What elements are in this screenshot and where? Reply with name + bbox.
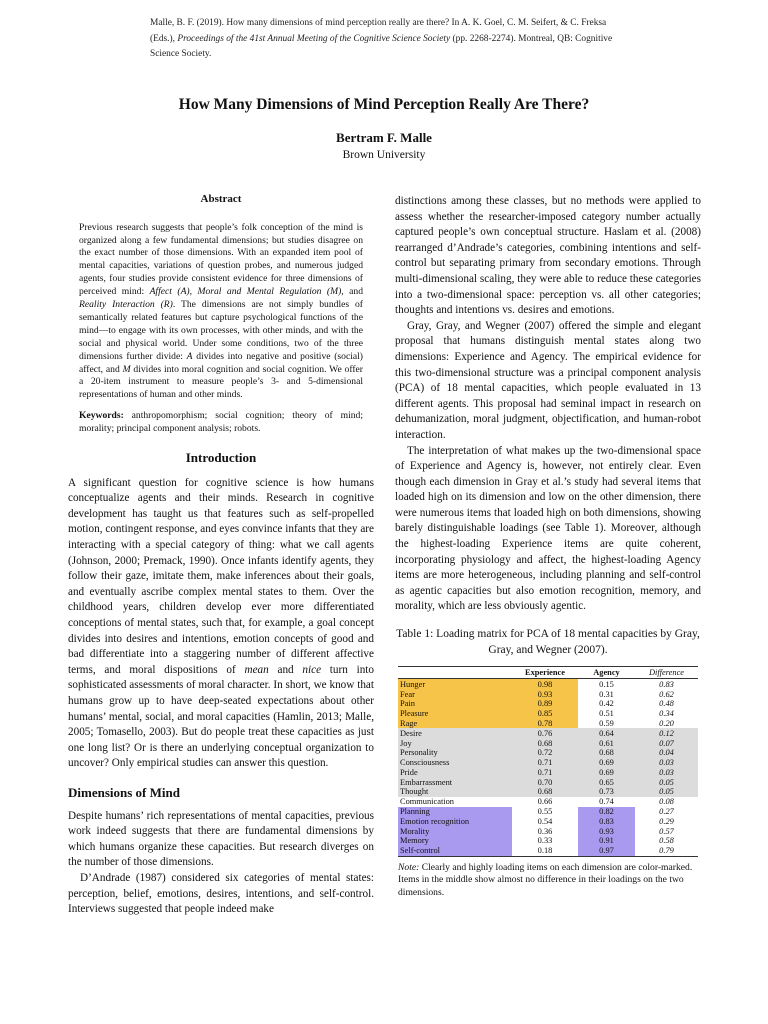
intro-paragraph xyxy=(68,476,374,772)
cell-difference: 0.03 xyxy=(635,758,698,768)
cell-variable: Hunger xyxy=(398,679,512,689)
cell-variable: Consciousness xyxy=(398,758,512,768)
keywords xyxy=(79,410,363,436)
table-row xyxy=(398,728,698,738)
abstract-reality: Reality Interaction (R) xyxy=(79,299,173,311)
table-note-text: Clearly and highly loading items on each dimension are color-marked. Items in the middle show almost no difference in their loadings on the two dimensions. xyxy=(398,861,693,898)
cell-difference: 0.08 xyxy=(659,797,674,807)
cell-agency: 0.91 xyxy=(578,836,635,846)
cell-agency: 0.68 xyxy=(578,748,635,758)
cell-difference: 0.05 xyxy=(635,787,698,797)
abstract-a: A xyxy=(186,350,193,362)
table-row xyxy=(398,719,698,729)
cell-agency: 0.93 xyxy=(578,826,635,836)
table-row xyxy=(398,836,698,846)
right-column xyxy=(395,194,701,900)
cell-variable: Personality xyxy=(398,748,512,758)
intro-mean: mean xyxy=(244,663,269,676)
table-note xyxy=(395,862,701,900)
table-row xyxy=(398,748,698,758)
cell-difference: 0.79 xyxy=(635,846,698,856)
cell-agency: 0.97 xyxy=(578,846,635,856)
dimensions-paragraph-1: Despite humans’ rich representations of mental capacities, previous work indeed suggests that there are fundamental dimensions by which humans organize these capacities. But research diverges on the number of those dimensions. xyxy=(68,809,374,869)
keywords-text: anthropomorphism; social cognition; theory of mind; morality; principal component analysis; robots. xyxy=(79,410,363,435)
table-header-row xyxy=(398,667,698,679)
cell-difference: 0.62 xyxy=(659,689,674,699)
table-row xyxy=(398,768,698,778)
cell-experience: 0.66 xyxy=(537,797,553,807)
cell-variable: Emotion recognition xyxy=(398,817,512,827)
cell-experience: 0.76 xyxy=(512,728,578,738)
cell-agency: 0.42 xyxy=(599,699,614,709)
table-row xyxy=(398,738,698,748)
cell-difference: 0.12 xyxy=(635,728,698,738)
cell-agency: 0.61 xyxy=(578,738,635,748)
cell-variable: Memory xyxy=(398,836,512,846)
cell-variable: Fear xyxy=(398,689,512,699)
abstract-text-2: . The dimensions are not simply bundles of semantically related features but capture psychological functions of the mind—to engage with its own processes, with other minds, and with the social and physical world. Under some conditions, two of the three dimensions further divide: xyxy=(79,299,363,362)
cell-experience: 0.93 xyxy=(512,689,578,699)
cell-experience: 0.72 xyxy=(512,748,578,758)
cell-variable: Desire xyxy=(398,728,512,738)
cell-difference: 0.57 xyxy=(659,826,674,836)
cell-difference: 0.07 xyxy=(635,738,698,748)
abstract-and: , and xyxy=(341,286,363,298)
dimensions-heading: Dimensions of Mind xyxy=(68,784,180,800)
cell-variable: Pride xyxy=(398,768,512,778)
cell-agency: 0.69 xyxy=(578,768,635,778)
cell-experience: 0.18 xyxy=(512,846,578,856)
abstract-heading: Abstract xyxy=(200,193,242,205)
table-row xyxy=(398,758,698,768)
cell-experience: 0.85 xyxy=(512,709,578,719)
citation-proceedings: Proceedings of the 41st Annual Meeting of the Cognitive Science Society xyxy=(177,33,451,44)
right-paragraph-2: Gray, Gray, and Wegner (2007) offered the simple and elegant proposal that humans distinguish mental states along two dimensions: Experience and Agency. The empirical evidence for this two-dimensional structure was a principal component analysis (PCA) of 18 mental capacities, which people evaluated in 13 different agents. This proposal had seminal impact in research on dehumanization, moral judgment, objectification, and human-robot interaction. xyxy=(395,319,701,441)
cell-difference: 0.58 xyxy=(659,836,674,846)
cell-agency: 0.64 xyxy=(578,728,635,738)
cell-agency: 0.73 xyxy=(578,787,635,797)
cell-variable: Planning xyxy=(398,807,512,817)
cell-experience: 0.54 xyxy=(537,816,553,826)
cell-experience: 0.33 xyxy=(537,836,553,846)
table-row xyxy=(398,797,698,807)
cell-difference: 0.05 xyxy=(635,777,698,787)
table-row xyxy=(398,817,698,827)
cell-agency: 0.59 xyxy=(599,718,614,728)
abstract-paragraph xyxy=(79,222,363,403)
intro-text-a: A significant question for cognitive science is how humans conceptualize agents and their minds. Research in cognitive development has taught us that features such as self-propelled motion, contingent response, and eyes convince infants that they are interacting with a special category of thing: what we call agents (Johnson, 2000; Premack, 1990). Once infants identify agents, they follow their gaze, imitate them, make inferences about their goals, and eventually ascribe complex mental states to them. Over the childhood years, children develop ever more differentiated conceptions of mental states, such that, for example, a goal concept divides into desires and intentions, emotion concepts of good and bad differentiate into a staggering number of different affective terms, and moral dispositions of xyxy=(68,476,374,676)
cell-difference: 0.03 xyxy=(635,768,698,778)
cell-difference: 0.04 xyxy=(635,748,698,758)
header-experience: Experience xyxy=(512,667,578,679)
cell-agency: 0.65 xyxy=(578,777,635,787)
table-row xyxy=(398,709,698,719)
cell-variable: Communication xyxy=(400,797,454,807)
left-column xyxy=(68,192,374,918)
intro-text-b: turn into sophisticated assessments of moral character. In short, we know that humans grow up to have deep-seated expectations about other humans’ mental, social, and moral capacities (Hamlin, 2013; Malle, 2005; Tomasello, 2003). But do people treat these capacities as just one long list? Or is there an underlying conceptual organization to uncover? Only empirical studies can answer this question. xyxy=(68,663,374,770)
table-row xyxy=(398,846,698,856)
table-row xyxy=(398,689,698,699)
abstract-text-1: Previous research suggests that people’s folk conception of the mind is organized along a few fundamental dimensions; but studies disagree on the exact number of those dimensions. With an expanded item pool of mental capacities, variations of question probes, and numerous judged agents, four studies provide consistent evidence for three dimensions of perceived mind: xyxy=(79,221,363,298)
cell-difference: 0.83 xyxy=(659,679,674,689)
cell-variable: Thought xyxy=(398,787,512,797)
cell-variable: Morality xyxy=(398,826,512,836)
cell-agency: 0.51 xyxy=(599,709,614,719)
cell-difference: 0.20 xyxy=(659,718,674,728)
cell-agency: 0.31 xyxy=(599,689,614,699)
keywords-label: Keywords: xyxy=(79,410,124,422)
citation-text-post: (pp. 2268-2274). Montreal, QB: Cognitive Science Society. xyxy=(150,33,613,59)
table-body xyxy=(398,679,698,856)
cell-variable: Rage xyxy=(398,719,512,729)
cell-experience: 0.55 xyxy=(537,807,553,817)
cell-experience: 0.36 xyxy=(537,826,553,836)
cell-variable: Self-control xyxy=(398,846,512,856)
cell-experience: 0.71 xyxy=(512,758,578,768)
citation xyxy=(150,16,620,63)
dimensions-paragraph-2: D’Andrade (1987) considered six categories of mental states: perception, belief, emotions, desires, intentions, and self-control. Interviews suggested that people indeed make xyxy=(68,871,374,916)
loading-matrix-table xyxy=(398,666,698,857)
right-paragraph-1: distinctions among these classes, but no methods were applied to assess whether the researcher-imposed category number actually captured people’s own conceptual structure. Haslam et al. (2008) rearranged d’Andrade’s categories, combining intentions and self-control but separating primary from secondary emotions. Through multi-dimensional scaling, they were able to reduce these categories into a two-dimensional space: perception vs. all other categories; thoughts and intentions vs. desires and emotions. xyxy=(395,195,701,317)
cell-experience: 0.70 xyxy=(512,777,578,787)
cell-agency: 0.74 xyxy=(599,797,614,807)
cell-experience: 0.68 xyxy=(512,738,578,748)
header-difference: Difference xyxy=(635,667,698,679)
citation-text-pre: Malle, B. F. (2019). How many dimensions of mind perception really are there? In A. K. Goel, C. M. Seifert, & C. Freksa (Eds.), xyxy=(150,18,607,44)
cell-experience: 0.68 xyxy=(512,787,578,797)
cell-agency: 0.82 xyxy=(578,807,635,817)
intro-nice: nice xyxy=(302,663,322,676)
cell-experience: 0.89 xyxy=(512,699,578,709)
table-row xyxy=(398,826,698,836)
intro-and: and xyxy=(268,663,303,676)
cell-difference: 0.27 xyxy=(659,807,674,817)
table-row xyxy=(398,777,698,787)
paper-title: How Many Dimensions of Mind Perception Really Are There? xyxy=(178,96,590,113)
cell-difference: 0.29 xyxy=(659,816,674,826)
cell-variable: Embarrassment xyxy=(398,777,512,787)
cell-experience: 0.71 xyxy=(512,768,578,778)
header-agency: Agency xyxy=(578,667,635,679)
abstract-m: M xyxy=(122,363,131,375)
cell-variable: Pain xyxy=(398,699,512,709)
abstract-text-3: divides into negative and positive (social) affect, and xyxy=(79,350,363,375)
cell-experience: 0.78 xyxy=(512,719,578,729)
author-affiliation: Brown University xyxy=(342,149,426,161)
table-caption: Table 1: Loading matrix for PCA of 18 mental capacities by Gray, Gray, and Wegner (2007). xyxy=(396,628,700,656)
table-note-label: Note: xyxy=(398,861,420,873)
table-row xyxy=(398,699,698,709)
header-variable xyxy=(398,667,512,679)
table-row xyxy=(398,807,698,817)
intro-heading: Introduction xyxy=(185,450,257,466)
cell-variable: Joy xyxy=(398,738,512,748)
cell-experience: 0.98 xyxy=(512,679,578,689)
cell-difference: 0.34 xyxy=(659,709,674,719)
table-row xyxy=(398,679,698,689)
author-name: Bertram F. Malle xyxy=(336,130,432,145)
abstract-body xyxy=(68,222,374,437)
abstract-text-4: divides into moral cognition and social cognition. We offer a 20-item instrument to measure people’s 3- and 5-dimensional representations of human and other minds. xyxy=(79,363,363,401)
cell-agency: 0.15 xyxy=(599,679,614,689)
cell-agency: 0.83 xyxy=(578,817,635,827)
cell-agency: 0.69 xyxy=(578,758,635,768)
cell-variable: Pleasure xyxy=(398,709,512,719)
table-row xyxy=(398,787,698,797)
right-paragraph-3: The interpretation of what makes up the two-dimensional space of Experience and Agency is, however, not entirely clear. Even though each dimension in Gray et al.’s study had several items that loaded high on its dimension and low on the other dimension, there were numerous items that loaded high on both dimensions, showing barely distinguishable loadings (see Table 1). Moreover, although the highest-loading Experience items are quite coherent, incorporating physiology and affect, the highest-loading Agency items are more heterogeneous, including planning and self-control as agentic capacities but also emotion recognition, memory, and morality, which are less obviously agentic. xyxy=(395,444,701,613)
abstract-dims: Affect (A), Moral and Mental Regulation (M) xyxy=(149,286,342,298)
cell-difference: 0.48 xyxy=(659,699,674,709)
